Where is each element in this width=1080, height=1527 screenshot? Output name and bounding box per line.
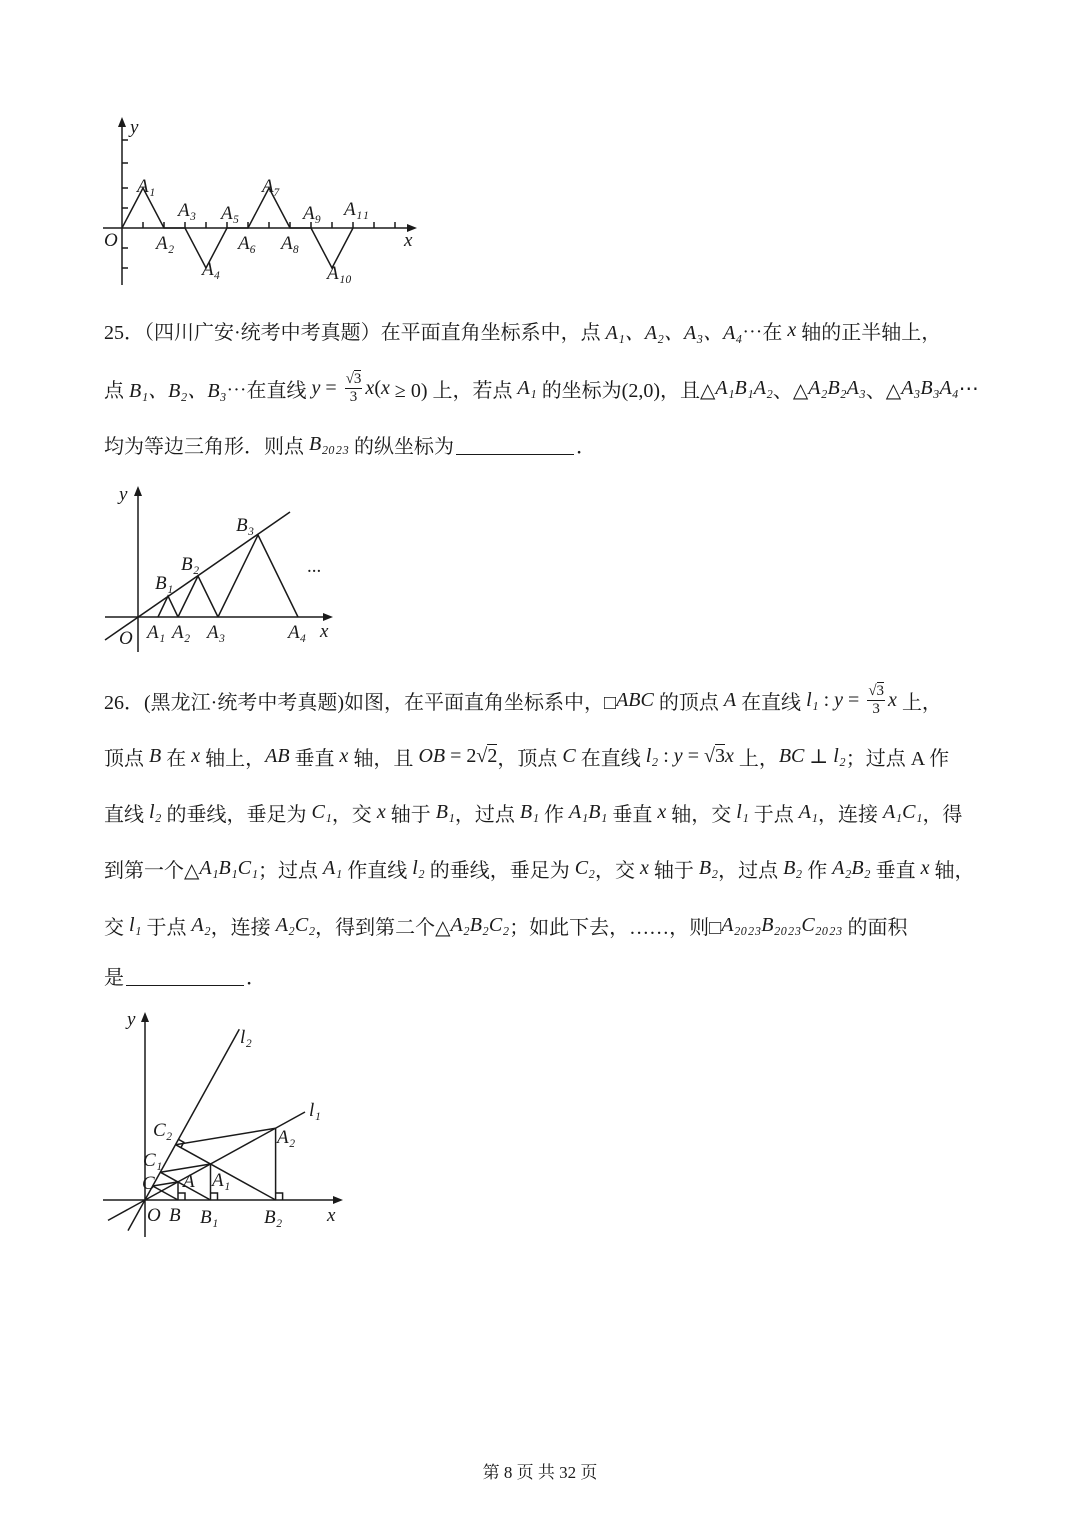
problem-text: 轴，交 xyxy=(666,803,737,826)
radical-sign: √ xyxy=(703,744,715,767)
problem-26-line-1 xyxy=(104,672,1064,728)
math-variable: A₂ xyxy=(191,913,211,936)
radicand: 2 xyxy=(487,745,498,767)
math-variable: x xyxy=(888,688,897,711)
problem-text: ；过点 A 作 xyxy=(845,747,950,770)
origin-label: O xyxy=(104,230,118,251)
problem-text: 垂直 xyxy=(607,803,658,826)
problem-text: ，连接 xyxy=(210,916,276,939)
math-variable: B₁ xyxy=(519,800,540,823)
radicand: 3 xyxy=(714,745,725,767)
problem-text: 轴于 xyxy=(648,859,699,882)
problem-text: 轴的正半轴上， xyxy=(796,321,942,344)
fraction-denominator: 3 xyxy=(349,388,358,405)
math-expression: A₁B₁A₂ xyxy=(715,376,773,399)
problem-text: ≥ 0) 上，若点 xyxy=(389,379,518,402)
point-label-a10: A₁₀ xyxy=(327,263,352,284)
radicand: 3 xyxy=(353,370,362,387)
point-label-a: A xyxy=(183,1171,195,1192)
math-expression: A₃B₃A₄ xyxy=(901,376,959,399)
problem-text: 上， xyxy=(896,691,942,714)
fraction-numerator xyxy=(867,683,885,701)
page-number-footer: 第 8 页 共 32 页 xyxy=(482,1463,598,1482)
figure-zigzag xyxy=(103,117,417,285)
line-label-l2: l₂ xyxy=(240,1027,252,1048)
problem-text: 作直线 xyxy=(342,859,413,882)
fraction-sqrt3-over-3 xyxy=(345,371,363,406)
point-label-a1: A₁ xyxy=(212,1170,231,1191)
point-label-a11: A₁₁ xyxy=(344,199,369,220)
problem-text: 于点 xyxy=(748,803,799,826)
point-label-a3: A₃ xyxy=(178,200,197,221)
problem-26-line-3 xyxy=(104,784,1064,840)
math-variable: l₂ xyxy=(645,744,659,767)
point-label-a1: A₁ xyxy=(137,176,156,197)
math-variable: x xyxy=(640,856,649,879)
problem-text: ，交 xyxy=(331,803,377,826)
point-label-a5: A₅ xyxy=(221,203,240,224)
problem-text: ⋯在 xyxy=(742,321,788,344)
problem-text: ，得 xyxy=(922,803,963,826)
point-label-a2: A₂ xyxy=(277,1127,296,1148)
math-expression: A₂B₂A₃ xyxy=(808,376,866,399)
y-axis-label: y xyxy=(130,117,139,138)
point-label-a2: A₂ xyxy=(156,233,175,254)
problem-26-line-4 xyxy=(104,840,1064,896)
math-expression: AB xyxy=(265,744,290,767)
math-variable: l₂ xyxy=(412,856,425,879)
math-expression: A₁B₁C₁ xyxy=(199,856,259,879)
math-expression: A₁、A₂、A₃、A₄ xyxy=(605,321,743,344)
problem-text: 、△ xyxy=(772,379,809,402)
problem-text: 轴上， xyxy=(200,747,266,770)
problem-text: 点 xyxy=(104,379,129,402)
point-label-a7: A₇ xyxy=(262,176,281,197)
math-expression: ABC xyxy=(616,688,654,711)
math-variable: y xyxy=(673,744,683,767)
point-label-c: C xyxy=(142,1173,155,1194)
problem-text: 作 xyxy=(539,803,570,826)
point-label-a6: A₆ xyxy=(238,233,257,254)
line-label-l1: l₁ xyxy=(309,1100,321,1121)
y-axis-arrow xyxy=(134,486,142,496)
point-label-a2: A₂ xyxy=(172,622,191,643)
problem-text: ；如此下去，……，则□ xyxy=(509,916,722,939)
math-variable: B₂ xyxy=(698,856,719,879)
math-variable: l₁ xyxy=(806,688,819,711)
math-variable: A xyxy=(723,688,737,711)
radical-sign: √ xyxy=(345,370,354,387)
problem-text: 上， xyxy=(733,747,779,770)
problem-text: 的面积 xyxy=(842,916,908,939)
problem-text: 的垂线，垂足为 xyxy=(161,803,312,826)
math-variable: x xyxy=(920,856,930,879)
point-label-a3: A₃ xyxy=(207,622,226,643)
problem-text: ，得到第二个△ xyxy=(315,916,451,939)
problem-text: 作 xyxy=(802,859,833,882)
problem-text: 26．(黑龙江·统考中考真题)如图，在平面直角坐标系中，□ xyxy=(104,691,617,714)
point-label-a8: A₈ xyxy=(281,233,300,254)
problem-text: 到第一个△ xyxy=(104,859,200,882)
right-angle-mark-b2 xyxy=(276,1193,283,1200)
problem-text: = xyxy=(320,376,342,399)
triangle-a2-b2-a3 xyxy=(178,576,218,617)
math-variable: l₂ xyxy=(833,744,846,767)
origin-label: O xyxy=(119,628,133,649)
math-expression: B₂₀₂₃ xyxy=(309,432,350,455)
x-axis-label: x xyxy=(404,230,413,251)
math-expression: A₁ xyxy=(517,376,537,399)
problem-text: ⋯在直线 xyxy=(226,379,312,402)
x-axis-arrow xyxy=(333,1196,343,1204)
math-variable: C₁ xyxy=(311,800,332,823)
problem-text: 顶点 xyxy=(104,747,149,770)
y-axis-label: y xyxy=(119,484,128,505)
problem-text: 轴，且 xyxy=(348,747,419,770)
math-variable: y xyxy=(311,376,321,399)
math-expression: A₂C₂ xyxy=(275,913,316,936)
point-label-b2: B₂ xyxy=(181,554,200,575)
math-variable: l₁ xyxy=(129,913,142,936)
problem-text: ⊥ xyxy=(804,745,834,768)
point-label-b1: B₁ xyxy=(200,1207,219,1228)
ellipsis-label: ... xyxy=(307,556,322,577)
x-axis-ticks xyxy=(143,222,395,228)
problem-25-line-2 xyxy=(104,360,1064,416)
problem-text: 25．（四川广安·统考中考真题）在平面直角坐标系中，点 xyxy=(104,321,606,344)
point-label-b: B xyxy=(169,1205,181,1226)
math-variable: B xyxy=(149,744,162,767)
problem-text: 在 xyxy=(161,747,192,770)
problem-text: = xyxy=(843,688,865,711)
right-angle-mark-b1 xyxy=(211,1193,218,1200)
triangle-a1-b1-a2 xyxy=(158,596,178,617)
fraction-numerator xyxy=(345,371,363,389)
problem-text: ，过点 xyxy=(718,859,784,882)
x-axis-label: x xyxy=(320,621,329,642)
math-expression: A₂B₂ xyxy=(832,856,871,879)
point-label-a4: A₄ xyxy=(288,622,307,643)
radicand: 3 xyxy=(876,682,885,699)
problem-text: 是 xyxy=(104,966,124,989)
math-variable: x xyxy=(365,376,375,399)
point-label-a1: A₁ xyxy=(147,622,166,643)
math-variable: l₂ xyxy=(149,800,162,823)
y-axis-label: y xyxy=(127,1009,136,1030)
problem-text: = 2 xyxy=(445,744,477,767)
problem-26-line-2 xyxy=(104,728,1064,784)
fraction-denominator: 3 xyxy=(872,700,880,717)
math-variable: y xyxy=(834,688,844,711)
math-variable: B₁ xyxy=(435,800,455,823)
math-variable: x xyxy=(657,800,667,823)
y-axis-arrow xyxy=(141,1012,149,1022)
math-variable: x xyxy=(724,744,734,767)
math-variable: B₂ xyxy=(783,856,803,879)
problem-text: ，顶点 xyxy=(497,747,563,770)
problem-26-line-5 xyxy=(104,897,1064,953)
point-label-b1: B₁ xyxy=(155,573,174,594)
problem-text: : xyxy=(658,744,674,767)
problem-text: 的顶点 xyxy=(653,691,724,714)
radical-sign: √ xyxy=(868,682,877,699)
figure-problem-25 xyxy=(105,484,333,652)
math-variable: C xyxy=(562,744,576,767)
math-expression: A₁B₁ xyxy=(569,800,608,823)
problem-text: 在直线 xyxy=(575,747,646,770)
math-variable: x xyxy=(376,800,386,823)
math-expression: A₂₀₂₃B₂₀₂₃C₂₀₂₃ xyxy=(721,913,843,936)
problem-text: ，交 xyxy=(595,859,641,882)
point-label-a9: A₉ xyxy=(303,203,322,224)
point-label-c1: C₁ xyxy=(143,1150,163,1171)
problem-text: 轴于 xyxy=(385,803,436,826)
math-variable: A₁ xyxy=(323,856,343,879)
problem-text: 在直线 xyxy=(736,691,807,714)
math-variable: x xyxy=(787,318,797,341)
problem-text: 垂直 xyxy=(870,859,921,882)
problem-text: 轴， xyxy=(929,859,975,882)
math-expression: OB xyxy=(418,744,446,767)
problem-text: 交 xyxy=(104,916,129,939)
problem-text: 直线 xyxy=(104,803,149,826)
problem-text: ． xyxy=(246,966,266,989)
answer-blank xyxy=(456,434,574,455)
math-variable: x xyxy=(380,376,390,399)
problem-text: ，过点 xyxy=(454,803,520,826)
problem-text: 的纵坐标为 xyxy=(349,435,455,458)
fraction-sqrt3-over-3 xyxy=(867,683,885,718)
x-axis-arrow xyxy=(323,613,333,621)
triangle-a3-b3-a4 xyxy=(218,535,298,617)
y-axis-ticks xyxy=(122,140,128,268)
problem-text: 垂直 xyxy=(289,747,340,770)
problem-text: 的垂线，垂足为 xyxy=(424,859,575,882)
origin-label: O xyxy=(147,1205,161,1226)
problem-text: = xyxy=(682,744,704,767)
y-axis-arrow xyxy=(118,117,126,127)
math-variable: C₂ xyxy=(574,856,596,879)
point-label-c2: C₂ xyxy=(153,1120,173,1141)
problem-text: ( xyxy=(374,376,381,399)
problem-text: 于点 xyxy=(141,916,192,939)
problem-text: 的坐标为(2,0)，且△ xyxy=(536,379,716,402)
math-variable: A₁ xyxy=(798,800,818,823)
point-label-b3: B₃ xyxy=(236,515,255,536)
point-label-b2: B₂ xyxy=(264,1207,283,1228)
math-expression: B₁、B₂、B₃ xyxy=(129,379,227,402)
math-variable: x xyxy=(191,744,201,767)
figure-problem-26 xyxy=(103,1009,343,1237)
math-expression: BC xyxy=(778,744,805,767)
problem-text: 、△ xyxy=(865,379,902,402)
problem-26-line-6 xyxy=(104,947,1064,1003)
problem-25-line-3 xyxy=(104,416,1064,472)
right-angle-mark-b xyxy=(178,1193,185,1200)
math-expression: A₂B₂C₂ xyxy=(450,913,510,936)
problem-text: ，连接 xyxy=(817,803,883,826)
problem-text: ． xyxy=(576,435,597,458)
problem-25-line-1 xyxy=(104,302,1064,358)
problem-text: ⋯ xyxy=(958,377,979,400)
x-axis-label: x xyxy=(327,1205,336,1226)
problem-text: : xyxy=(818,688,835,711)
point-label-a4: A₄ xyxy=(202,259,221,280)
math-variable: l₁ xyxy=(736,800,749,823)
problem-text: 均为等边三角形．则点 xyxy=(104,435,309,458)
radical-sign: √ xyxy=(476,744,488,767)
answer-blank xyxy=(126,965,244,986)
math-variable: x xyxy=(339,744,349,767)
math-expression: A₁C₁ xyxy=(882,800,923,823)
problem-text: ；过点 xyxy=(258,859,324,882)
